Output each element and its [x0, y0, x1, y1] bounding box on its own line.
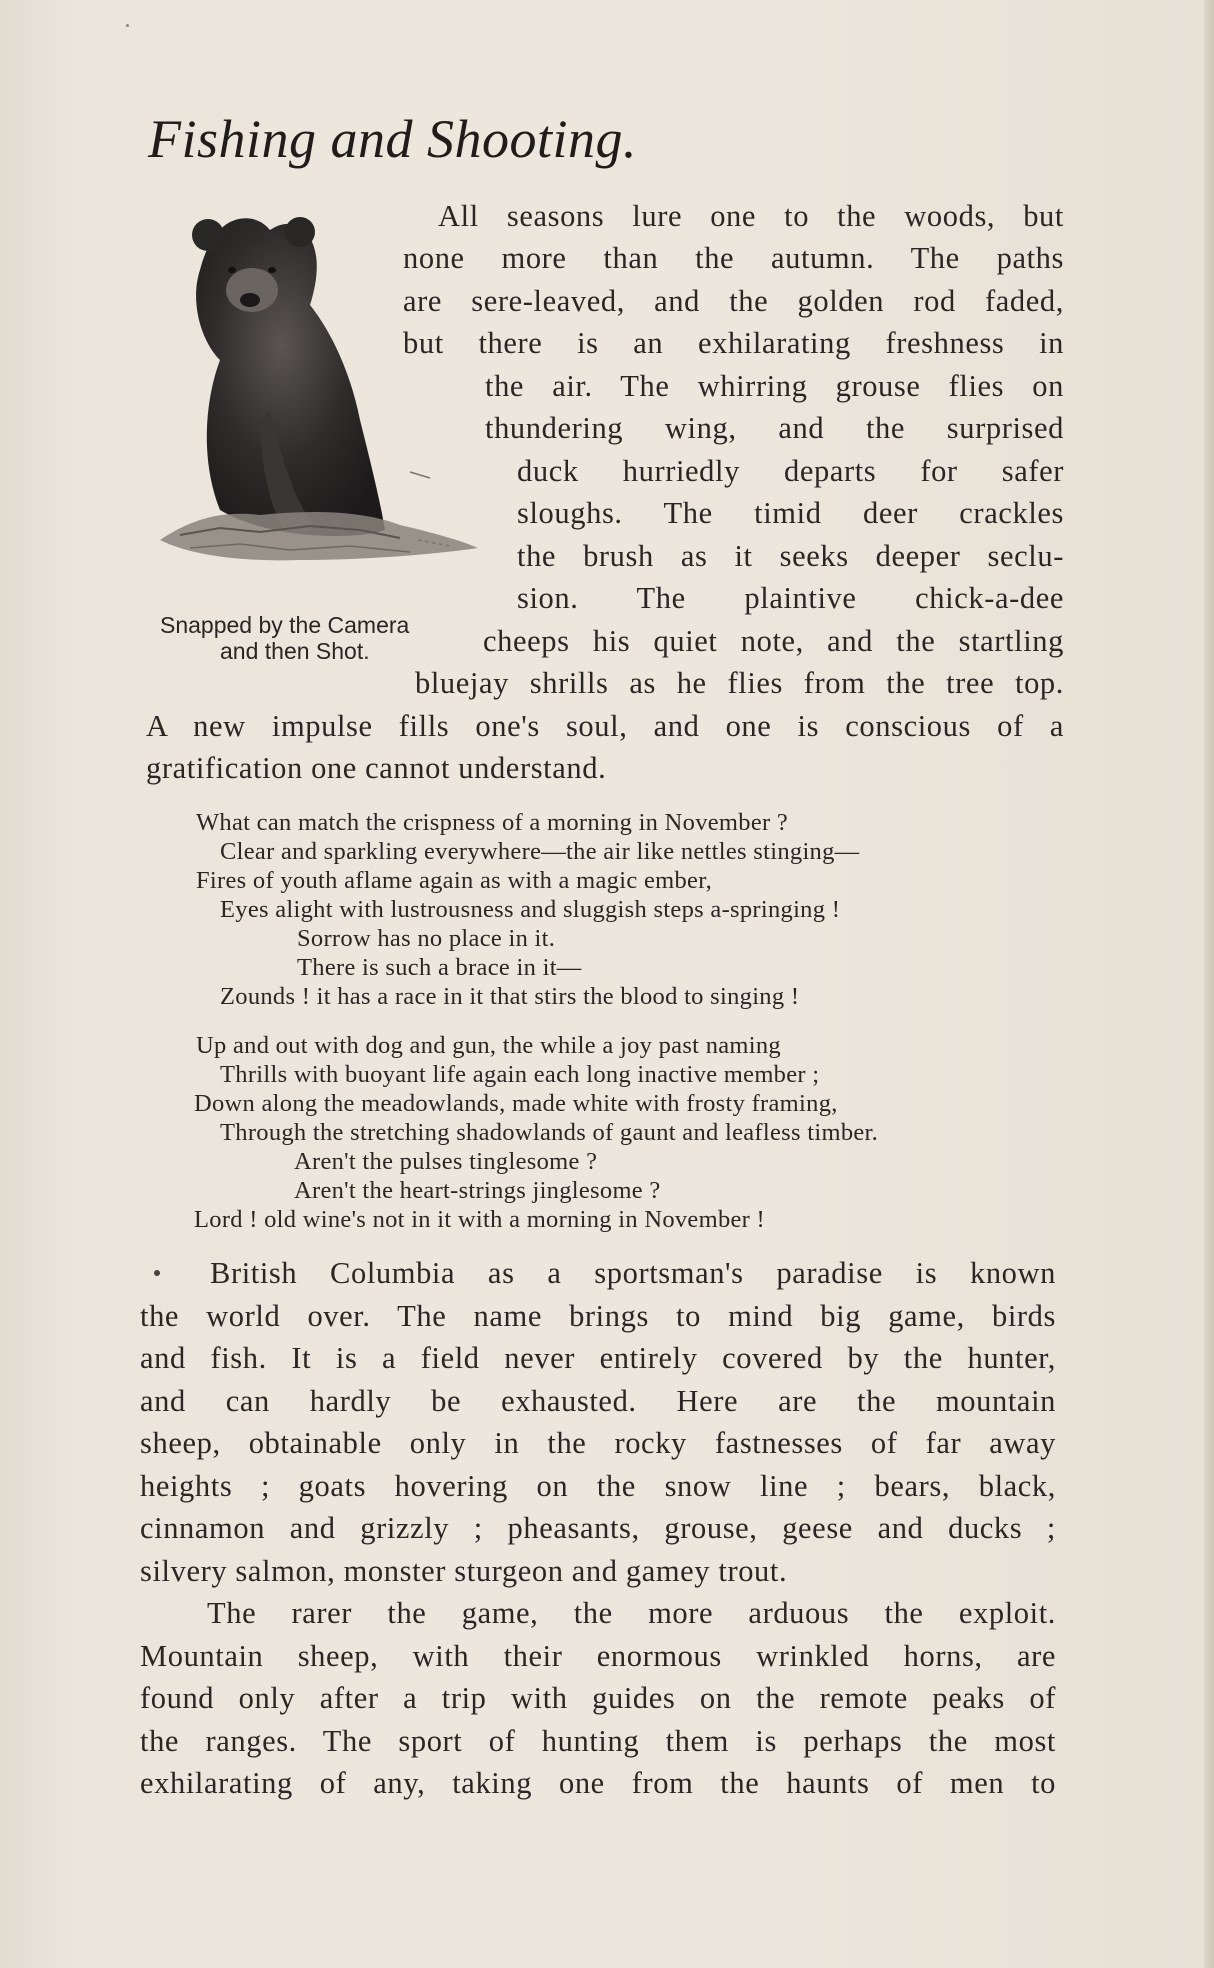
paragraph1-line: A new impulse fills one's soul, and one is conscious of a — [146, 709, 1064, 743]
poem-line: Zounds ! it has a race in it that stirs the blood to singing ! — [220, 983, 800, 1010]
page-edge — [1204, 0, 1214, 1968]
paragraph2-line: and fish. It is a field never entirely covered by the hunter, — [140, 1341, 1056, 1375]
image-caption — [160, 612, 480, 664]
paragraph1-line: gratification one cannot understand. — [146, 751, 607, 785]
paragraph2-line: heights ; goats hovering on the snow line ; bears, black, — [140, 1469, 1056, 1503]
poem-line: Clear and sparkling everywhere—the air like nettles stinging— — [220, 838, 860, 865]
paragraph2-line: cinnamon and grizzly ; pheasants, grouse, geese and ducks ; — [140, 1511, 1056, 1545]
paragraph1-line: All seasons lure one to the woods, but — [438, 199, 1064, 233]
paragraph2-line: sheep, obtainable only in the rocky fastnesses of far away — [140, 1426, 1056, 1460]
page-title: Fishing and Shooting. — [148, 109, 638, 169]
paragraph2-line: and can hardly be exhausted. Here are the mountain — [140, 1384, 1056, 1418]
poem-line: Up and out with dog and gun, the while a joy past naming — [196, 1032, 781, 1059]
paragraph2-line: the world over. The name brings to mind big game, birds — [140, 1299, 1056, 1333]
paragraph3-line: found only after a trip with guides on the remote peaks of — [140, 1681, 1056, 1715]
paragraph1-line: but there is an exhilarating freshness in — [403, 326, 1064, 360]
paragraph1-line: sloughs. The timid deer crackles — [517, 496, 1064, 530]
paragraph2-line: British Columbia as a sportsman's paradise is known — [210, 1256, 1056, 1290]
paragraph1-line: are sere-leaved, and the golden rod faded, — [403, 284, 1064, 318]
paragraph1-line: cheeps his quiet note, and the startling — [483, 624, 1064, 658]
poem-line: Through the stretching shadowlands of gaunt and leafless timber. — [220, 1119, 879, 1146]
paragraph1-line: the air. The whirring grouse flies on — [485, 369, 1064, 403]
poem-line: Lord ! old wine's not in it with a morning in November ! — [194, 1206, 766, 1233]
paragraph3-line: exhilarating of any, taking one from the haunts of men to — [140, 1766, 1056, 1800]
paragraph1-line: none more than the autumn. The paths — [403, 241, 1064, 275]
caption-line-2: and then Shot. — [220, 638, 370, 664]
paragraph3-line: the ranges. The sport of hunting them is perhaps the most — [140, 1724, 1056, 1758]
poem-line: What can match the crispness of a morning in November ? — [196, 809, 789, 836]
paragraph3-line: The rarer the game, the more arduous the exploit. — [207, 1596, 1056, 1630]
paragraph2-line: silvery salmon, monster sturgeon and gamey trout. — [140, 1554, 788, 1588]
ink-dot — [154, 1270, 160, 1276]
page-speck — [126, 24, 129, 27]
paragraph1-line: the brush as it seeks deeper seclu- — [517, 539, 1064, 573]
paragraph1-line: duck hurriedly departs for safer — [517, 454, 1064, 488]
poem-line: Sorrow has no place in it. — [297, 925, 556, 952]
paragraph3-line: Mountain sheep, with their enormous wrinkled horns, are — [140, 1639, 1056, 1673]
paragraph1-line: sion. The plaintive chick-a-dee — [517, 581, 1064, 615]
poem-line: Thrills with buoyant life again each long inactive member ; — [220, 1061, 820, 1088]
poem-line: Down along the meadowlands, made white with frosty framing, — [194, 1090, 838, 1117]
poem-line: There is such a brace in it— — [297, 954, 582, 981]
paragraph1-line: thundering wing, and the surprised — [485, 411, 1064, 445]
paragraph1-line: bluejay shrills as he flies from the tree top. — [415, 666, 1064, 700]
caption-line-1: Snapped by the Camera — [160, 612, 410, 638]
poem-line: Aren't the pulses tinglesome ? — [294, 1148, 598, 1175]
poem-line: Fires of youth aflame again as with a magic ember, — [196, 867, 713, 894]
poem-line: Eyes alight with lustrousness and sluggish steps a-springing ! — [220, 896, 841, 923]
poem-line: Aren't the heart-strings jinglesome ? — [294, 1177, 661, 1204]
